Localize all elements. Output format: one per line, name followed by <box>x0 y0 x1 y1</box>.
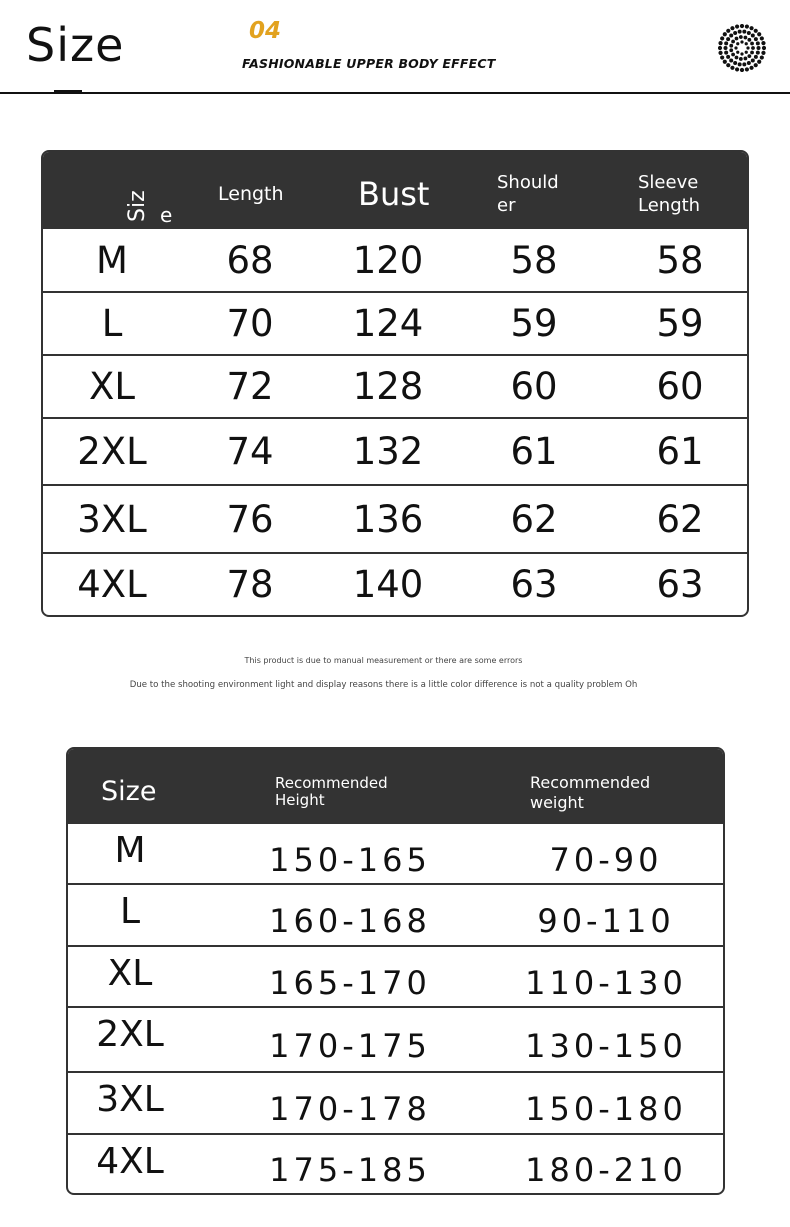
cell-weight: 150-180 <box>525 1090 687 1128</box>
cell-shoulder: 62 <box>510 497 558 541</box>
color-note: Due to the shooting environment light and display reasons there is a little color difference is not a quality problem Oh <box>129 680 638 690</box>
table-row <box>68 883 723 945</box>
cell-size: 4XL <box>96 1141 164 1182</box>
header-height-part2: Height <box>275 791 325 809</box>
cell-bust: 120 <box>352 238 424 282</box>
cell-size: 4XL <box>77 563 147 606</box>
cell-length: 70 <box>226 302 274 345</box>
section-tagline: FASHIONABLE UPPER BODY EFFECT <box>242 56 496 71</box>
header-divider <box>0 92 790 94</box>
cell-weight: 110-130 <box>525 963 687 1002</box>
cell-shoulder: 60 <box>510 365 558 408</box>
section-number: 04 <box>249 18 282 44</box>
page-title: Size <box>26 18 125 72</box>
cell-height: 175-185 <box>269 1151 431 1189</box>
cell-height: 170-178 <box>269 1090 431 1128</box>
table-row <box>43 552 747 615</box>
header-size-part2: e <box>160 203 173 227</box>
cell-length: 72 <box>226 365 274 408</box>
table-row <box>68 945 723 1006</box>
table-row <box>43 484 747 552</box>
cell-size: 2XL <box>77 430 147 473</box>
page-header <box>0 0 790 94</box>
cell-sleeve: 60 <box>656 365 704 408</box>
cell-weight: 130-150 <box>525 1026 687 1065</box>
header-shoulder-part2: er <box>497 195 516 216</box>
cell-weight: 180-210 <box>525 1151 687 1189</box>
cell-shoulder: 58 <box>510 238 558 282</box>
header-weight-part2: weight <box>530 793 584 812</box>
header-sleeve: Sleeve <box>638 172 699 193</box>
cell-length: 74 <box>226 430 274 473</box>
cell-bust: 124 <box>352 302 424 345</box>
table-row <box>43 229 747 291</box>
recommendation-table <box>66 747 725 1195</box>
header-sleeve-length: Length <box>638 195 701 216</box>
cell-sleeve: 62 <box>656 497 704 541</box>
brand-logo-icon <box>718 24 766 72</box>
cell-shoulder: 59 <box>510 302 558 345</box>
table-row <box>68 824 723 883</box>
cell-size: M <box>96 238 128 282</box>
cell-height: 150-165 <box>269 840 431 879</box>
cell-height: 170-175 <box>269 1026 431 1065</box>
cell-size: L <box>119 891 141 932</box>
header-height-part1: Recommended <box>275 774 388 792</box>
cell-height: 160-168 <box>269 902 431 940</box>
header-weight-part1: Recommended <box>530 773 651 792</box>
cell-size: L <box>101 302 123 345</box>
size-chart-header <box>43 152 747 229</box>
table-row <box>43 291 747 354</box>
measurement-note: This product is due to manual measurement or there are some errors <box>244 656 523 665</box>
table-row <box>68 1071 723 1133</box>
cell-sleeve: 63 <box>656 563 704 606</box>
cell-shoulder: 61 <box>510 430 558 473</box>
table-row <box>43 354 747 417</box>
cell-sleeve: 59 <box>656 302 704 345</box>
cell-bust: 132 <box>352 430 424 473</box>
size-chart-table <box>41 150 749 617</box>
header-shoulder-part1: Should <box>497 172 559 193</box>
cell-weight: 90-110 <box>537 902 675 940</box>
cell-bust: 140 <box>352 563 424 606</box>
cell-shoulder: 63 <box>510 563 558 606</box>
header-size: Size <box>101 776 157 807</box>
cell-bust: 128 <box>352 365 424 408</box>
header-length: Length <box>218 183 284 205</box>
table-row <box>43 417 747 484</box>
cell-size: 3XL <box>96 1079 164 1120</box>
cell-size: M <box>114 830 146 871</box>
header-size-part1: Siz <box>125 190 150 222</box>
header-bust: Bust <box>358 175 430 213</box>
cell-bust: 136 <box>352 497 424 541</box>
cell-size: 2XL <box>96 1014 164 1055</box>
cell-length: 76 <box>226 497 274 541</box>
cell-length: 78 <box>226 563 274 606</box>
cell-weight: 70-90 <box>549 840 663 879</box>
cell-size: 3XL <box>77 497 147 541</box>
cell-sleeve: 61 <box>656 430 704 473</box>
cell-size: XL <box>89 365 135 408</box>
cell-length: 68 <box>226 238 274 282</box>
cell-sleeve: 58 <box>656 238 704 282</box>
table-row <box>68 1006 723 1071</box>
cell-height: 165-170 <box>269 963 431 1002</box>
recommendation-header <box>68 749 723 824</box>
cell-size: XL <box>107 953 153 994</box>
table-row <box>68 1133 723 1193</box>
